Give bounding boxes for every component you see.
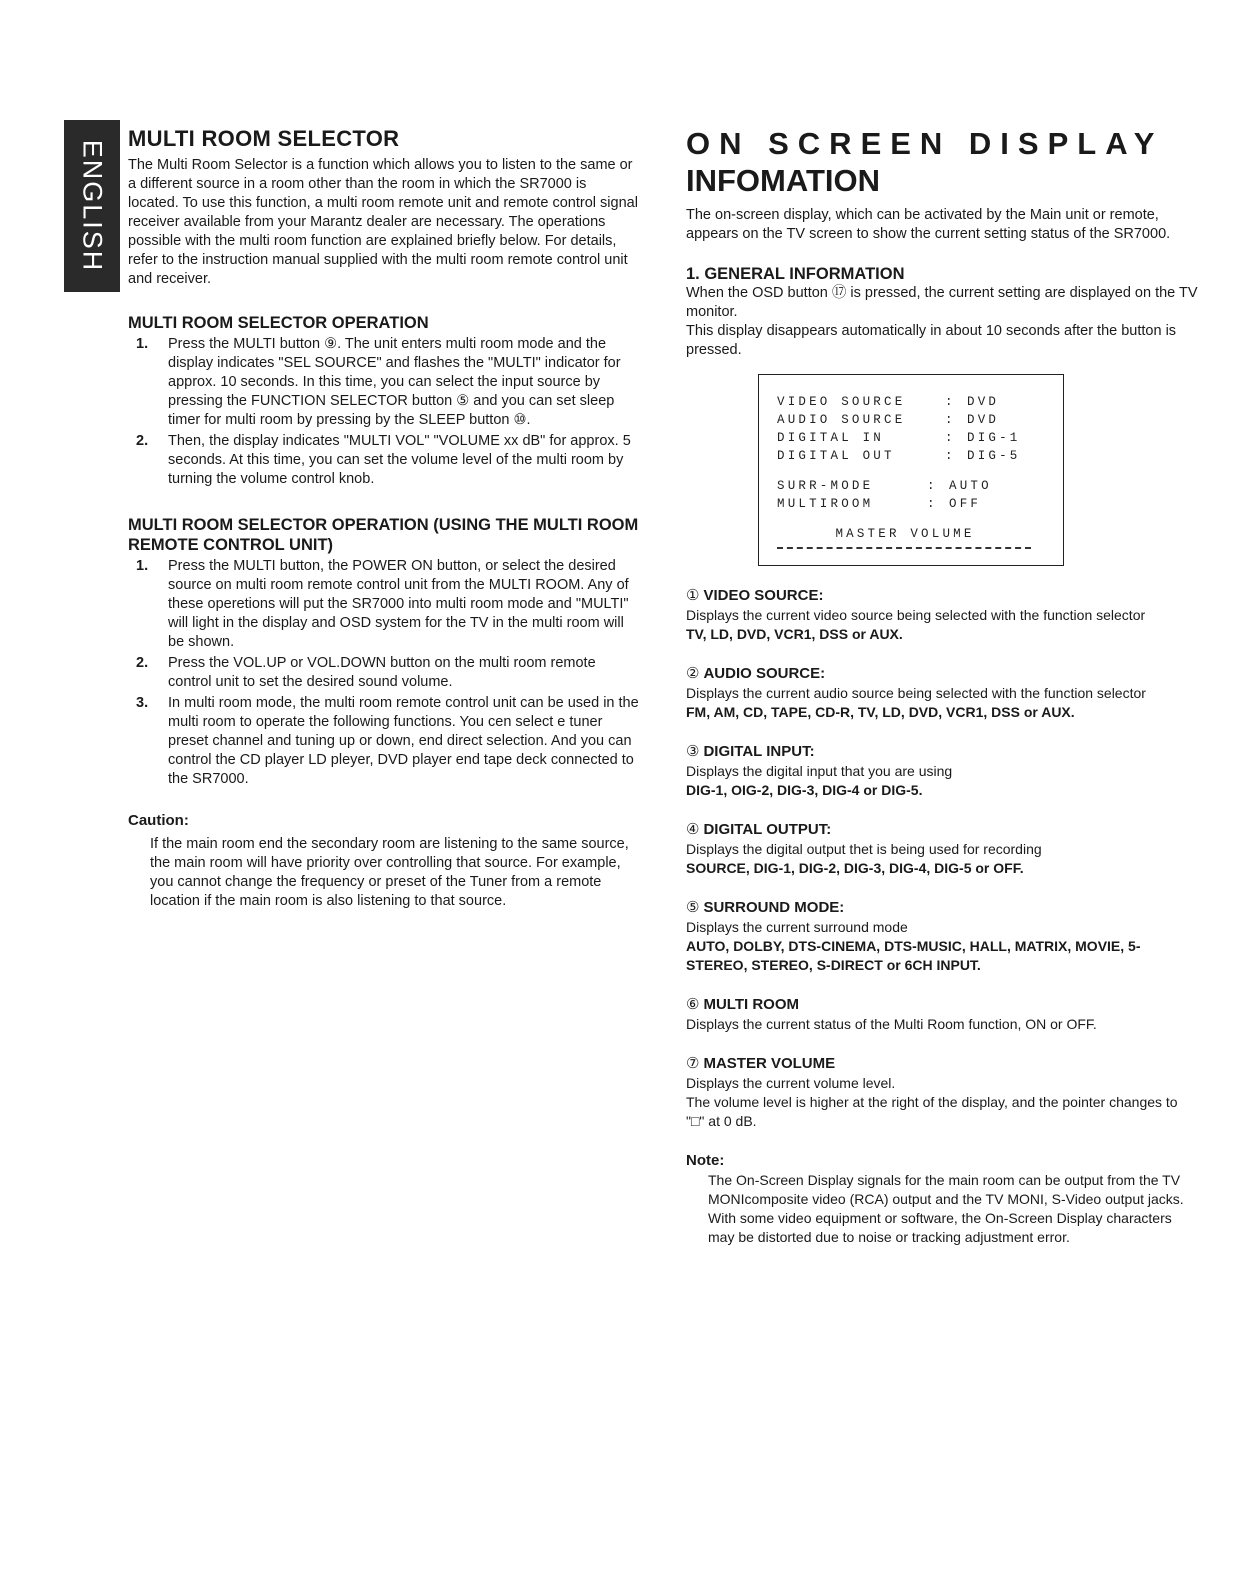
- osd-value: DVD: [967, 413, 1000, 427]
- section-text: Displays the digital input that you are using: [686, 763, 953, 779]
- item-number: 1.: [136, 558, 149, 574]
- osd-row: [777, 429, 1063, 447]
- section-text: Displays the current surround mode: [686, 919, 908, 935]
- osd-row: [777, 447, 1063, 465]
- language-tab: [64, 120, 120, 292]
- caution-text: If the main room end the secondary room are listening to the same source, the main room will have priority over controlling that source. For example, you cannot change the frequency or preset of the Tuner from a remote location if the main room is also listening to that source.: [150, 836, 629, 909]
- section-title: AUDIO SOURCE:: [703, 665, 826, 682]
- section-text: Displays the current volume level.: [686, 1075, 896, 1091]
- section-title: VIDEO SOURCE:: [703, 587, 824, 604]
- section-master-volume: [686, 1054, 1198, 1131]
- general-info-text1: When the OSD button ⑰ is pressed, the current setting are displayed on the TV monitor.: [686, 285, 1198, 320]
- section-title: MULTI ROOM: [703, 996, 799, 1013]
- item-number: 2.: [136, 433, 149, 449]
- osd-row: [777, 393, 1063, 411]
- osd-sep: :: [945, 449, 956, 463]
- osd-sep: :: [945, 413, 956, 427]
- list-item: [128, 432, 640, 489]
- section-options: AUTO, DOLBY, DTS-CINEMA, DTS-MUSIC, HALL, MATRIX, MOVIE, 5-STEREO, STEREO, S-DIRECT or 6CH INPUT.: [686, 938, 1141, 973]
- section-number: ③: [686, 743, 700, 760]
- list-item: [128, 335, 640, 430]
- item-number: 2.: [136, 655, 149, 671]
- multi-room-heading: MULTI ROOM SELECTOR: [128, 126, 400, 151]
- note-label: Note:: [686, 1152, 725, 1169]
- section-surround-mode: [686, 898, 1198, 975]
- section-options: SOURCE, DIG-1, DIG-2, DIG-3, DIG-4, DIG-5 or OFF.: [686, 860, 1024, 876]
- osd-title-line2: INFOMATION: [686, 163, 881, 198]
- operation-list: [128, 335, 640, 489]
- item-text: Press the MULTI button ⑨. The unit enters multi room mode and the display indicates "SEL SOURCE" and flashes the "MULTI" indicator for approx. 10 seconds. In this time, you can select the input source by pressing the FUNCTION SELECTOR button ⑤ and you can set sleep timer for multi room by pressing by the SLEEP button ⑩.: [168, 336, 621, 428]
- section-text: Displays the current video source being selected with the function selector: [686, 607, 1146, 623]
- osd-row: [777, 477, 1063, 495]
- osd-value: AUTO: [949, 479, 992, 493]
- osd-master-volume-label: MASTER VOLUME: [835, 527, 975, 541]
- multi-room-intro: The Multi Room Selector is a function which allows you to listen to the same or a different source in a room other than the room in which the SR7000 is located. To use this function, a multi room remote unit and remote control signal receiver available from your Marantz dealer are necessary. The operations possible with the multi room function are explained briefly below. For details, refer to the instruction manual supplied with the multi room remote control unit and receiver.: [128, 157, 638, 287]
- general-info-heading: 1. GENERAL INFORMATION: [686, 265, 905, 283]
- osd-key: MULTIROOM: [777, 497, 874, 511]
- section-title: DIGITAL OUTPUT:: [703, 821, 832, 838]
- osd-value: DIG-5: [967, 449, 1021, 463]
- note-text2: With some video equipment or software, the On-Screen Display characters may be distorted due to noise or tracking adjustment error.: [708, 1210, 1172, 1245]
- section-number: ④: [686, 821, 700, 838]
- osd-row: [777, 411, 1063, 429]
- section-options: FM, AM, CD, TAPE, CD-R, TV, LD, DVD, VCR1, DSS or AUX.: [686, 704, 1075, 720]
- list-item: [128, 694, 640, 789]
- osd-title-line1: ON SCREEN DISPLAY: [686, 126, 1164, 161]
- note-text1: The On-Screen Display signals for the main room can be output from the TV MONIcomposite video (RCA) output and the TV MONI, S-Video output jacks.: [708, 1172, 1184, 1207]
- section-digital-input: [686, 742, 1198, 800]
- section-title: SURROUND MODE:: [703, 899, 845, 916]
- item-number: 1.: [136, 336, 149, 352]
- osd-value: DVD: [967, 395, 1000, 409]
- item-text: Press the VOL.UP or VOL.DOWN button on the multi room remote control unit to set the desired sound volume.: [168, 655, 596, 690]
- section-text: Displays the current status of the Multi Room function, ON or OFF.: [686, 1016, 1097, 1032]
- list-item: [128, 654, 640, 692]
- left-column: [128, 126, 640, 911]
- section-text: Displays the digital output thet is being used for recording: [686, 841, 1042, 857]
- osd-sep: :: [927, 497, 938, 511]
- osd-intro: The on-screen display, which can be activated by the Main unit or remote, appears on the TV screen to show the current setting status of the SR7000.: [686, 207, 1171, 242]
- volume-bar: [777, 547, 1031, 549]
- osd-key: SURR-MODE: [777, 479, 874, 493]
- remote-operation-heading: MULTI ROOM SELECTOR OPERATION (USING THE MULTI ROOM REMOTE CONTROL UNIT): [128, 516, 639, 554]
- section-number: ①: [686, 587, 700, 604]
- section-text: Displays the current audio source being selected with the function selector: [686, 685, 1146, 701]
- section-number: ⑦: [686, 1055, 700, 1072]
- section-number: ⑤: [686, 899, 700, 916]
- section-multi-room: [686, 995, 1198, 1034]
- section-options: TV, LD, DVD, VCR1, DSS or AUX.: [686, 626, 903, 642]
- osd-value: DIG-1: [967, 431, 1021, 445]
- general-info-text2: This display disappears automatically in about 10 seconds after the button is pressed.: [686, 323, 1177, 358]
- osd-row: [777, 495, 1063, 513]
- section-audio-source: [686, 664, 1198, 722]
- osd-key: DIGITAL IN: [777, 431, 885, 445]
- section-video-source: [686, 586, 1198, 644]
- caution-label: Caution:: [128, 812, 189, 829]
- right-column: [686, 126, 1198, 1247]
- osd-key: AUDIO SOURCE: [777, 413, 906, 427]
- osd-key: DIGITAL OUT: [777, 449, 895, 463]
- osd-sep: :: [945, 431, 956, 445]
- operation-heading: MULTI ROOM SELECTOR OPERATION: [128, 314, 429, 332]
- osd-screen-sample: [758, 374, 1064, 566]
- item-text: Press the MULTI button, the POWER ON button, or select the desired source on multi room remote control unit from the MULTI ROOM. Any of these operetions will put the SR7000 into multi room mode and "MULTI" will light in the display and OSD system for the TV in the multi room will be shown.: [168, 558, 629, 650]
- osd-sep: :: [945, 395, 956, 409]
- remote-operation-list: [128, 557, 640, 789]
- osd-sep: :: [927, 479, 938, 493]
- item-number: 3.: [136, 695, 149, 711]
- section-text: The volume level is higher at the right of the display, and the pointer changes to "□" at 0 dB.: [686, 1094, 1178, 1129]
- list-item: [128, 557, 640, 652]
- section-options: DIG-1, OIG-2, DIG-3, DIG-4 or DIG-5.: [686, 782, 923, 798]
- osd-value: OFF: [949, 497, 982, 511]
- item-text: Then, the display indicates "MULTI VOL" "VOLUME xx dB" for approx. 5 seconds. At this time, you can set the volume level of the multi room by turning the volume control knob.: [168, 433, 631, 487]
- section-digital-output: [686, 820, 1198, 878]
- section-number: ②: [686, 665, 700, 682]
- language-tab-label: ENGLISH: [77, 139, 108, 273]
- osd-key: VIDEO SOURCE: [777, 395, 906, 409]
- section-title: DIGITAL INPUT:: [703, 743, 815, 760]
- section-number: ⑥: [686, 996, 700, 1013]
- section-title: MASTER VOLUME: [703, 1055, 836, 1072]
- item-text: In multi room mode, the multi room remote control unit can be used in the multi room to operate the following functions. You cen select e tuner preset channel and tuning up or down, end direct selection. And you can control the CD player LD pleyer, DVD player end tape deck connected to the SR7000.: [168, 695, 639, 787]
